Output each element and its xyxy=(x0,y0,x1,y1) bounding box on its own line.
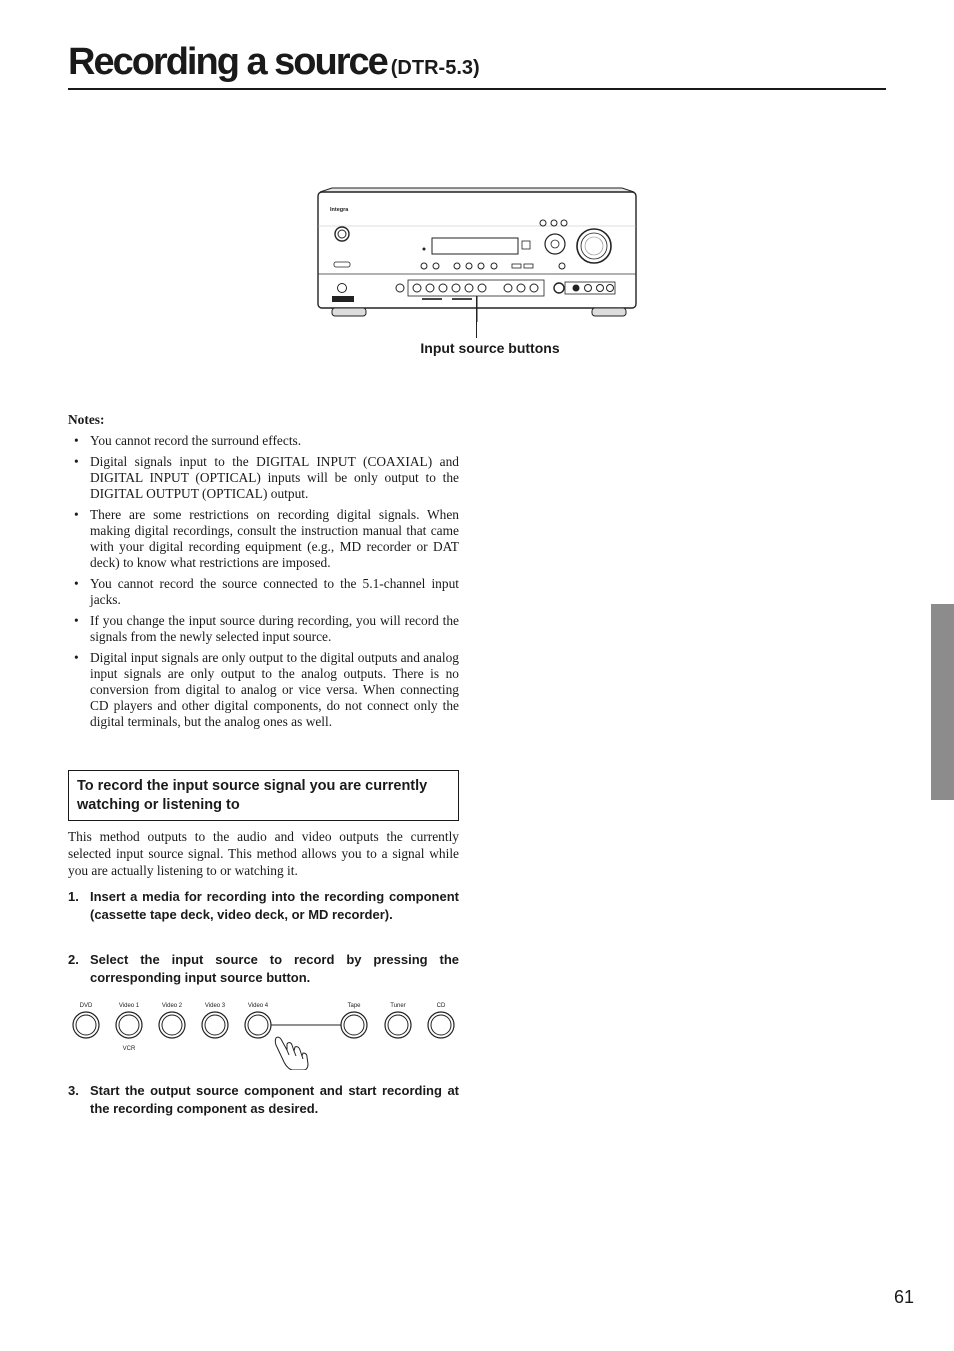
title-model: (DTR-5.3) xyxy=(390,57,480,79)
label-video1: Video 1 xyxy=(118,1003,140,1009)
step-text: Start the output source component and start recording at the recording component as desired. xyxy=(90,1083,459,1116)
device-brand: Integra xyxy=(330,207,349,213)
note-item xyxy=(68,433,459,449)
page-title xyxy=(68,36,886,90)
note-item xyxy=(68,650,459,730)
bullet: • xyxy=(74,433,79,448)
pointing-hand-icon xyxy=(275,1037,308,1070)
bullet: • xyxy=(74,507,79,522)
callout-line xyxy=(476,296,477,338)
note-item xyxy=(68,613,459,645)
bullet: • xyxy=(74,650,79,665)
step-number: 2. xyxy=(68,952,79,967)
note-text: If you change the input source during recording, you will record the signals from the newly selected input source. xyxy=(90,613,459,644)
step-text: Select the input source to record by pressing the corresponding input source button. xyxy=(90,952,459,985)
note-text: Digital signals input to the DIGITAL INPUT (COAXIAL) and DIGITAL INPUT (OPTICAL) inputs will be only output to the DIGITAL OUTPUT (OPTICAL) output. xyxy=(90,454,459,501)
title-text: Recording a source xyxy=(68,41,387,83)
label-video3: Video 3 xyxy=(204,1003,226,1009)
step-number: 3. xyxy=(68,1083,79,1098)
label-vcr: VCR xyxy=(122,1046,136,1052)
label-video2: Video 2 xyxy=(161,1003,183,1009)
note-item xyxy=(68,507,459,571)
notes-section xyxy=(68,412,459,735)
receiver-illustration xyxy=(312,186,642,322)
note-item xyxy=(68,454,459,502)
note-item xyxy=(68,576,459,608)
note-text: You cannot record the source connected to the 5.1-channel input jacks. xyxy=(90,576,459,607)
notes-heading: Notes: xyxy=(68,412,105,427)
note-text: There are some restrictions on recording digital signals. When making digital recordings, consult the instruction manual that came with your digital recording equipment (e.g., MD recorder or DAT deck) to know what restrictions are imposed. xyxy=(90,507,459,570)
label-dvd: DVD xyxy=(79,1003,93,1009)
step-number: 1. xyxy=(68,889,79,904)
section-heading: To record the input source signal you are currently watching or listening to xyxy=(68,770,459,821)
figure-caption: Input source buttons xyxy=(420,340,560,356)
step-text: Insert a media for recording into the recording component (cassette tape deck, video deck, or MD recorder). xyxy=(90,889,459,922)
page-number: 61 xyxy=(893,1287,914,1307)
label-tape: Tape xyxy=(347,1003,361,1009)
note-text: Digital input signals are only output to the digital outputs and analog input signals are only output to the analog outputs. There is no conversion from digital to analog or vice versa. When connecting CD players and other digital components, do not connect only the digital terminals, but the analog ones as well. xyxy=(90,650,459,729)
bullet: • xyxy=(74,454,79,469)
step-3 xyxy=(68,1082,459,1117)
note-text: You cannot record the surround effects. xyxy=(90,433,302,448)
bullet: • xyxy=(74,576,79,591)
label-cd: CD xyxy=(436,1003,446,1009)
step-2 xyxy=(68,951,459,986)
label-video4: Video 4 xyxy=(247,1003,269,1009)
bullet: • xyxy=(74,613,79,628)
side-tab xyxy=(931,604,954,800)
input-source-buttons-figure xyxy=(68,998,460,1070)
step-1 xyxy=(68,888,459,923)
section-intro: This method outputs to the audio and video outputs the currently selected input source signal. This method allows you to a signal while you are actually listening to or watching it. xyxy=(68,829,459,878)
label-tuner: Tuner xyxy=(390,1003,406,1009)
